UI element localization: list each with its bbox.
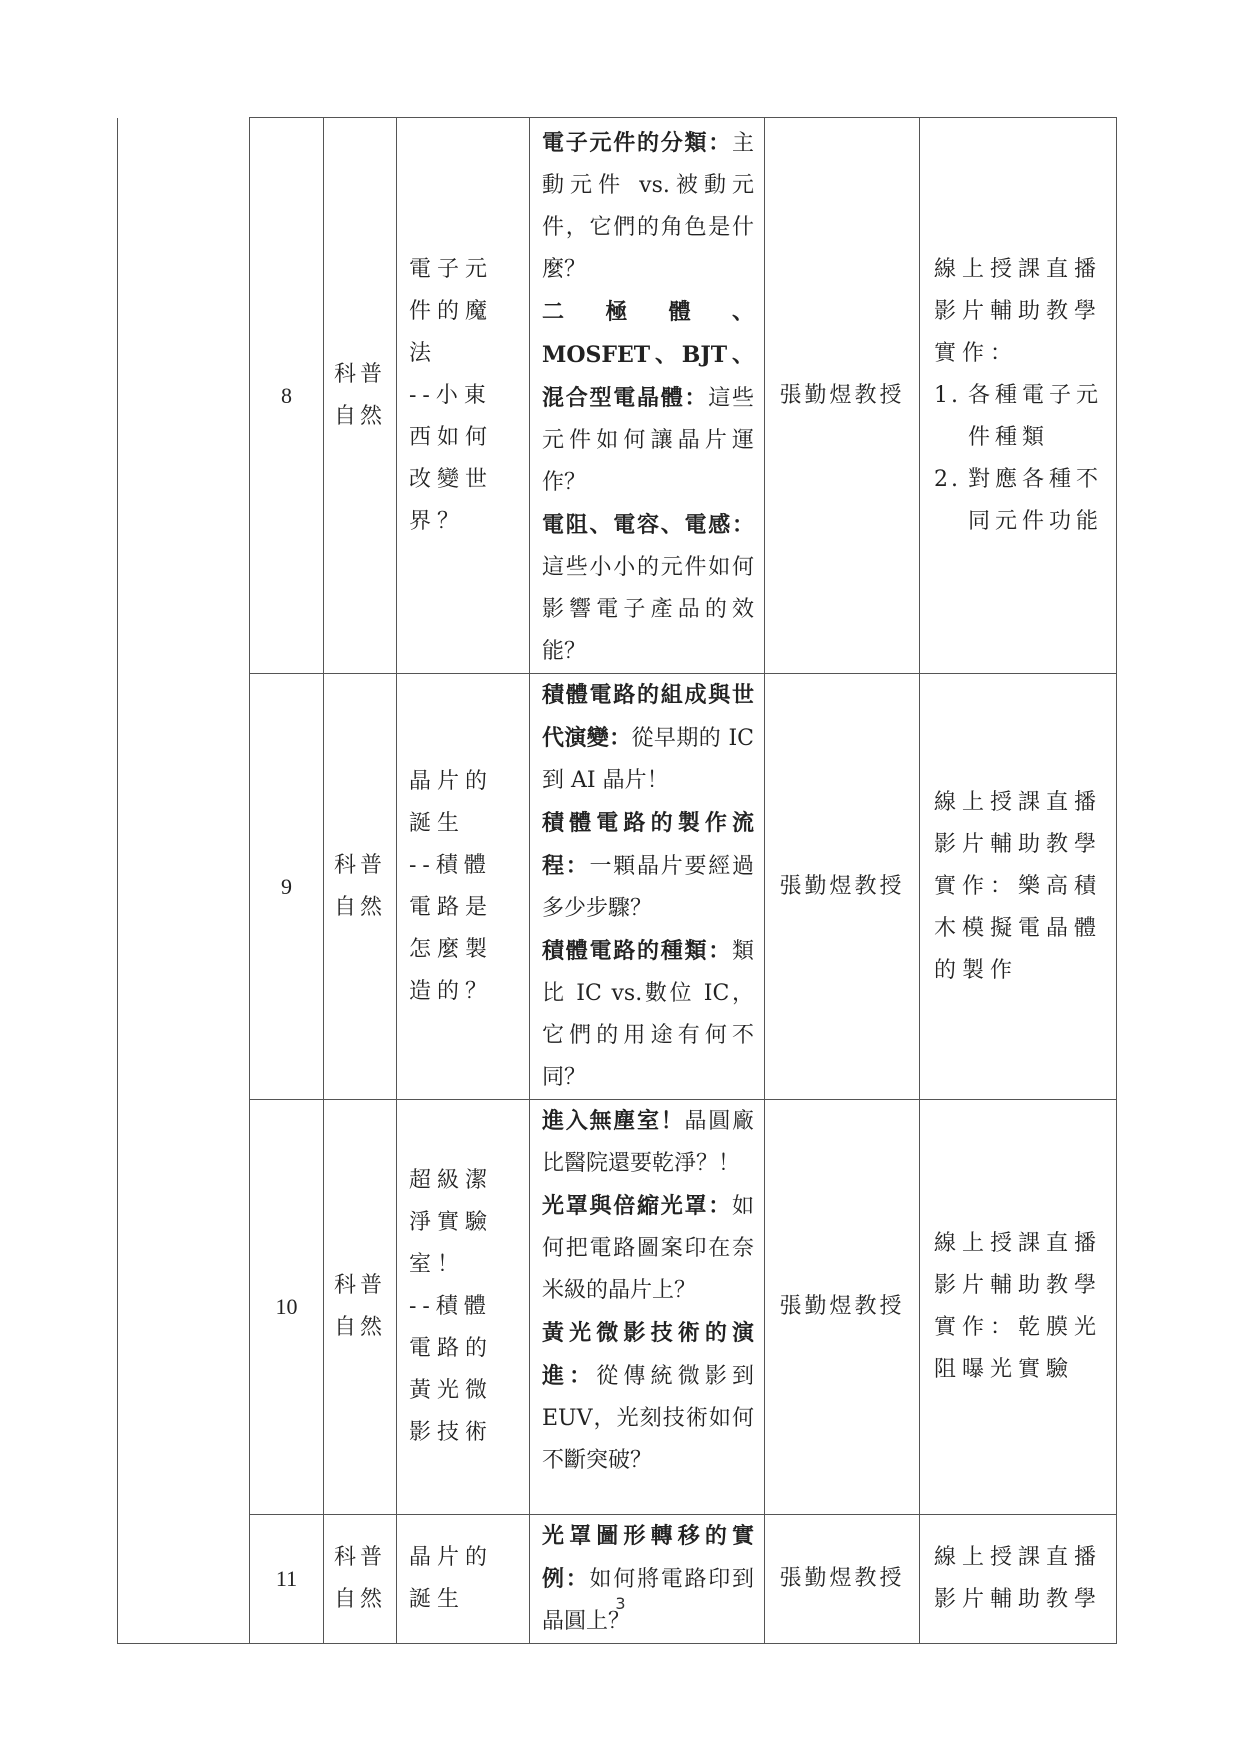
content-item: 電阻、電容、電感：這些小小的元件如何影響電子產品的效能？	[542, 512, 754, 664]
activity-cell: 線上授課直播影片輔助教學實作：樂高積木模擬電晶體的製作	[920, 674, 1117, 1100]
category-cell: 科普 自然	[324, 674, 397, 1100]
teacher-cell: 張勤煜教授	[765, 1515, 920, 1644]
topic-cell: 電子元件的魔法 --小東西如何改變世界？	[397, 118, 530, 674]
teacher-cell: 張勤煜教授	[765, 118, 920, 674]
table-row	[118, 118, 1117, 674]
session-number: 8	[250, 118, 324, 674]
table-row	[118, 1515, 1117, 1644]
activity-cell: 線上授課直播影片輔助教學實作：乾膜光阻曝光實驗	[920, 1100, 1117, 1515]
content-item: 積體電路的種類：類比 IC vs.數位 IC，它們的用途有何不同？	[542, 938, 754, 1090]
content-item: 黃光微影技術的演進：從傳統微影到 EUV，光刻技術如何不斷突破？	[542, 1320, 754, 1473]
table-row	[118, 674, 1117, 1100]
teacher-cell: 張勤煜教授	[765, 674, 920, 1100]
session-number: 9	[250, 674, 324, 1100]
content-item: 光罩圖形轉移的實例：如何將電路印到晶圓上？	[542, 1523, 754, 1634]
activity-cell: 線上授課直播影片輔助教學	[920, 1515, 1117, 1644]
list-item: 2. 對應各種不同元件功能	[934, 466, 1104, 534]
table-row	[118, 1100, 1117, 1515]
content-item: 電子元件的分類：主動元件 vs.被動元件，它們的角色是什麼？	[542, 130, 754, 282]
content-cell	[530, 1515, 765, 1644]
content-item: 進入無塵室！晶圓廠比醫院還要乾淨？！	[542, 1108, 754, 1176]
content-item: 積體電路的製作流程：一顆晶片要經過多少步驟？	[542, 810, 754, 921]
session-number: 11	[250, 1515, 324, 1644]
topic-cell: 晶片的誕生	[397, 1515, 530, 1644]
content-cell	[530, 674, 765, 1100]
content-item: 光罩與倍縮光罩：如何把電路圖案印在奈米級的晶片上？	[542, 1193, 754, 1303]
content-cell	[530, 1100, 765, 1515]
course-schedule-table	[117, 117, 1117, 1644]
content-item: 積體電路的組成與世代演變：從早期的 IC 到 AI 晶片！	[542, 682, 754, 793]
list-item: 1. 各種電子元件種類	[934, 382, 1104, 450]
category-cell: 科普 自然	[324, 1100, 397, 1515]
activity-cell	[920, 118, 1117, 674]
topic-cell: 晶片的誕生 --積體電路是怎麼製造的？	[397, 674, 530, 1100]
blank-column-cell	[118, 118, 250, 1644]
category-cell: 科普 自然	[324, 1515, 397, 1644]
topic-cell: 超級潔淨實驗室！ --積體電路的黃光微影技術	[397, 1100, 530, 1515]
activity-list	[934, 375, 1106, 543]
session-number: 10	[250, 1100, 324, 1515]
activity-intro: 線上授課直播影片輔助教學實作：	[934, 256, 1103, 366]
page-number: 3	[615, 1594, 626, 1613]
content-cell	[530, 118, 765, 674]
content-item: 二極體、MOSFET、BJT、混合型電晶體：這些元件如何讓晶片運作？	[542, 299, 754, 495]
teacher-cell: 張勤煜教授	[765, 1100, 920, 1515]
category-cell: 科普 自然	[324, 118, 397, 674]
